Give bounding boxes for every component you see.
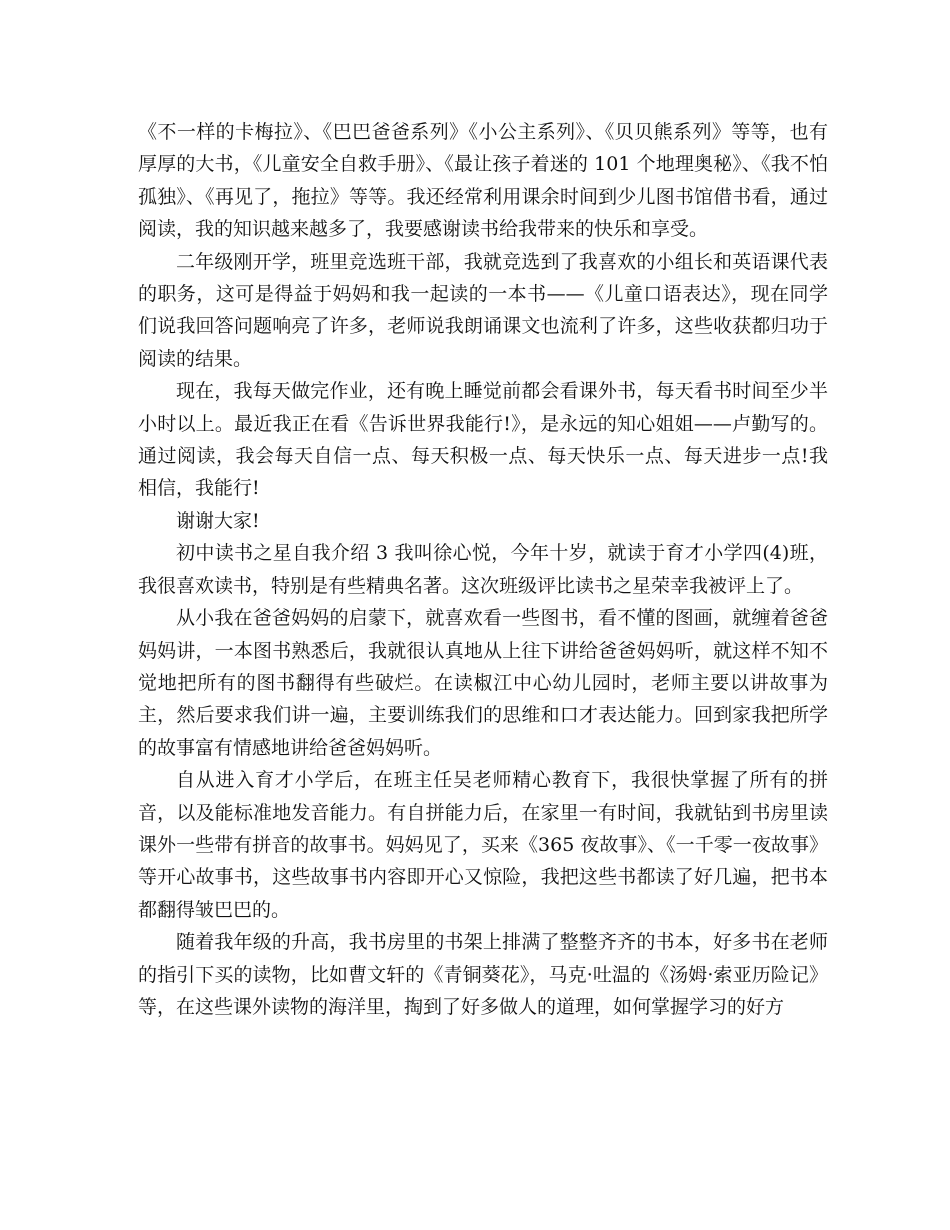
document-body bbox=[138, 116, 828, 1023]
paragraph-7: 自从进入育才小学后，在班主任吴老师精心教育下，我很快掌握了所有的拼音，以及能标准地发音能力。有自拼能力后，在家里一有时间，我就钻到书房里读课外一些带有拼音的故事书。妈妈见了，买来《365 夜故事》、《一千零一夜故事》等开心故事书，这些故事书内容即开心又惊险，我把这些书都读了好几遍，把书本都翻得皱巴巴的。 bbox=[138, 769, 828, 921]
paragraph-5: 初中读书之星自我介绍 3 我叫徐心悦，今年十岁，就读于育才小学四(4)班，我很喜欢读书，特别是有些精典名著。这次班级评比读书之星荣幸我被评上了。 bbox=[138, 542, 828, 597]
paragraph-4: 谢谢大家! bbox=[176, 509, 260, 532]
paragraph-3: 现在，我每天做完作业，还有晚上睡觉前都会看课外书，每天看书时间至少半小时以上。最近我正在看《告诉世界我能行!》，是永远的知心姐姐——卢勤写的。通过阅读，我会每天自信一点、每天积极一点、每天快乐一点、每天进步一点!我相信，我能行! bbox=[138, 380, 828, 500]
paragraph-6: 从小我在爸爸妈妈的启蒙下，就喜欢看一些图书，看不懂的图画，就缠着爸爸妈妈讲，一本图书熟悉后，我就很认真地从上往下讲给爸爸妈妈听，就这样不知不觉地把所有的图书翻得有些破烂。在读椒江中心幼儿园时，老师主要以讲故事为主，然后要求我们讲一遍，主要训练我们的思维和口才表达能力。回到家我把所学的故事富有情感地讲给爸爸妈妈听。 bbox=[138, 607, 828, 759]
paragraph-2: 二年级刚开学，班里竞选班干部，我就竞选到了我喜欢的小组长和英语课代表的职务，这可是得益于妈妈和我一起读的一本书——《儿童口语表达》，现在同学们说我回答问题响亮了许多，老师说我朗诵课文也流利了许多，这些收获都归功于阅读的结果。 bbox=[138, 250, 828, 370]
paragraph-1: 《不一样的卡梅拉》、《巴巴爸爸系列》《小公主系列》、《贝贝熊系列》等等，也有厚厚的大书，《儿童安全自救手册》、《最让孩子着迷的 101 个地理奥秘》、《我不怕孤独》、《再见了，拖拉》等等。我还经常利用课余时间到少儿图书馆借书看，通过阅读，我的知识越来越多了，我要感谢读书给我带来的快乐和享受。 bbox=[138, 121, 828, 241]
paragraph-8: 随着我年级的升高，我书房里的书架上排满了整整齐齐的书本，好多书在老师的指引下买的读物，比如曹文轩的《青铜葵花》，马克·吐温的《汤姆·索亚历险记》等，在这些课外读物的海洋里，掏到了好多做人的道理，如何掌握学习的好方 bbox=[138, 931, 828, 1018]
